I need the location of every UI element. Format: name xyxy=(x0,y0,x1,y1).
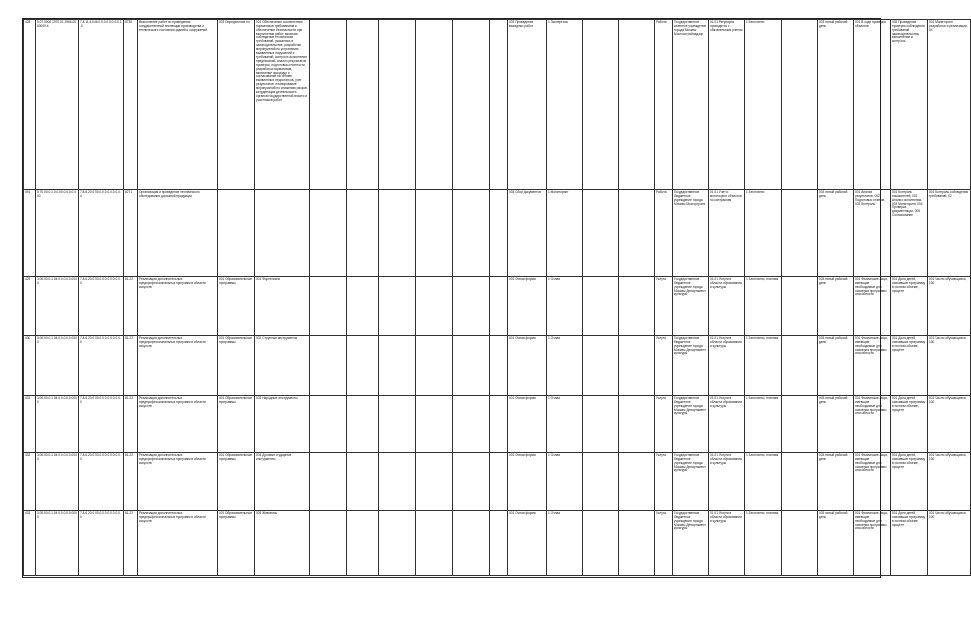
empty-cell xyxy=(619,396,655,453)
payment-type: 1 Бесплатно, платная xyxy=(745,453,782,511)
service-type: Услуга xyxy=(655,277,673,336)
service-form-value: 1 Мониторинг xyxy=(547,190,583,277)
volume-indicators: 001 Число обучающихся, 100 xyxy=(928,336,971,396)
recipients: 001 В ходе проверки объектов xyxy=(854,20,891,190)
service-content: 001 Обеспечение соответствия нормативов требованиям и обеспечение безопасности при выполнении работ, включая соблюдение технических требований, указанных в законодательстве, разработке мероприятий по устранению выявленных нарушений и требований, контроль исполнения предписаний, анализ результатов проверок, подготовка отчетности, разработка нормативов, включение процедур и согласование на основе выявленных недостатков, учет результатов, планирование мероприятий по снижению рисков, координация деятельности органов государственной власти и участников работ xyxy=(255,20,310,190)
row-number: 431 xyxy=(24,396,36,453)
service-form: 003 Проведение выездных работ xyxy=(508,20,547,190)
empty-cell xyxy=(453,453,490,511)
empty-cell xyxy=(453,336,490,396)
register-body xyxy=(24,20,971,576)
row-number: 430 xyxy=(24,336,36,396)
quality-indicators: 001 Доля детей, освоивших программу в полном объеме, процент xyxy=(891,511,928,576)
empty-cell xyxy=(453,20,490,190)
empty-cell xyxy=(583,511,619,576)
okved-code: 8271 xyxy=(124,190,138,277)
okved-code: 81.22 xyxy=(124,396,138,453)
registry-number: 5.07.0000.1970.01.1966.0000000.4 xyxy=(36,20,79,190)
registry-number: 5.70.00.0.1.0.0.00.0.0.0.0.000 xyxy=(36,190,79,277)
empty-cell xyxy=(453,190,490,277)
service-period: 01.01 Регулярно проводится с обязательным учетом xyxy=(709,20,745,190)
empty-cell xyxy=(583,336,619,396)
classifier-code: 7.8.6.20.0.00.0.0.0.0.0.0.0.0.0 xyxy=(79,511,124,576)
empty-cell xyxy=(453,277,490,336)
registry-number: 3.00.00.0.1.04.0.0.0.0.0.0000 xyxy=(36,277,79,336)
table-row xyxy=(24,453,971,511)
okved-code: 81.22 xyxy=(124,453,138,511)
empty-cell xyxy=(490,396,508,453)
empty-cell xyxy=(379,20,416,190)
empty-cell xyxy=(416,190,453,277)
empty-cell xyxy=(490,336,508,396)
row-number: 491 xyxy=(24,190,36,277)
quality-indicators: 001 Контроль показателей, 002 Анализ исполнения, 003 Мониторинг, 004 Проверка документации, 005 Согласование xyxy=(891,190,928,277)
service-form: 001 Очная форма xyxy=(508,511,547,576)
service-name: Реализация дополнительных предпрофессиональных программ в области искусств xyxy=(138,453,218,511)
volume-indicators: 001 Контроль соблюдения требований, 02 xyxy=(928,190,971,277)
empty-cell xyxy=(310,511,347,576)
service-basis: 001 Образовательные программы xyxy=(218,277,255,336)
service-name: Реализация дополнительных предпрофессиональных программ в области искусств xyxy=(138,336,218,396)
recipients: 001 Физические лица, имеющие необходимые для освоения программы способности xyxy=(854,396,891,453)
empty-cell xyxy=(782,511,818,576)
deadline: 003 пятый рабочий день xyxy=(818,396,854,453)
responsible-body: Государственное бюджетное учреждение города Москвы Департамент культуры xyxy=(673,511,709,576)
quality-indicators: 001 Доля детей, освоивших программу в полном объеме, процент xyxy=(891,336,928,396)
empty-cell xyxy=(347,190,379,277)
classifier-code: 7.8.6.20.0.00.0.0.0.0.0.0.0.0.0 xyxy=(79,336,124,396)
deadline: 003 пятый рабочий день xyxy=(818,190,854,277)
row-number: 428 xyxy=(24,20,36,190)
quality-indicators: 001 Доля детей, освоивших программу в полном объеме, процент xyxy=(891,396,928,453)
service-content: 004 Духовые и ударные инструменты xyxy=(255,453,310,511)
register-sheet xyxy=(22,18,969,578)
recipients: 001 Физические лица, имеющие необходимые для освоения программы способности xyxy=(854,511,891,576)
service-period: 01.01 Учет и мониторинг объектов по контрактам xyxy=(709,190,745,277)
empty-cell xyxy=(583,277,619,336)
payment-type: 1 Бесплатно xyxy=(745,20,782,190)
empty-cell xyxy=(416,277,453,336)
empty-cell xyxy=(347,336,379,396)
recipients: 001 Физические лица, имеющие необходимые для освоения программы способности xyxy=(854,277,891,336)
empty-cell xyxy=(310,20,347,190)
recipients: 001 Физические лица, имеющие необходимые для освоения программы способности xyxy=(854,453,891,511)
empty-cell xyxy=(583,20,619,190)
service-name: Реализация дополнительных предпрофессиональных программ в области искусств xyxy=(138,396,218,453)
service-content: 002 Струнные инструменты xyxy=(255,336,310,396)
service-type: Услуга xyxy=(655,453,673,511)
empty-cell xyxy=(347,396,379,453)
service-period: 01.01 Услуги в области образования и культуры xyxy=(709,336,745,396)
empty-cell xyxy=(782,396,818,453)
empty-cell xyxy=(379,277,416,336)
quality-indicators: 001 Доля детей, освоивших программу в полном объеме, процент xyxy=(891,277,928,336)
service-period: 01.01 Услуги в области образования и культуры xyxy=(709,453,745,511)
empty-cell xyxy=(347,511,379,576)
okved-code: 81.22 xyxy=(124,511,138,576)
empty-cell xyxy=(619,511,655,576)
empty-cell xyxy=(379,453,416,511)
volume-indicators: 001 Число обучающихся, 100 xyxy=(928,511,971,576)
empty-cell xyxy=(782,336,818,396)
empty-cell xyxy=(782,453,818,511)
empty-cell xyxy=(619,453,655,511)
service-period: 01.01 Услуги в области образования и культуры xyxy=(709,396,745,453)
deadline: 003 пятый рабочий день xyxy=(818,511,854,576)
service-type: Работа xyxy=(655,20,673,190)
table-row xyxy=(24,396,971,453)
payment-type: 1 Бесплатно, платная xyxy=(745,511,782,576)
service-basis: 003 Определение по xyxy=(218,20,255,190)
payment-type: 1 Бесплатно, платная xyxy=(745,396,782,453)
empty-cell xyxy=(583,190,619,277)
responsible-body: Государственное бюджетное учреждение города Москвы Мосгортранс xyxy=(673,190,709,277)
service-form-value: 1 Очная xyxy=(547,336,583,396)
empty-cell xyxy=(490,20,508,190)
service-type: Услуга xyxy=(655,396,673,453)
table-row xyxy=(24,336,971,396)
service-basis: 001 Образовательные программы xyxy=(218,336,255,396)
empty-cell xyxy=(782,190,818,277)
service-name: Реализация дополнительных предпрофессиональных программ в области искусств xyxy=(138,277,218,336)
empty-cell xyxy=(379,190,416,277)
table-row xyxy=(24,277,971,336)
empty-cell xyxy=(310,453,347,511)
service-name: Реализация дополнительных предпрофессиональных программ в области искусств xyxy=(138,511,218,576)
volume-indicators: 001 Число обучающихся, 100 xyxy=(928,277,971,336)
empty-cell xyxy=(453,396,490,453)
responsible-body: Государственное казенное учреждение города Москвы Мосгосстройнадзор xyxy=(673,20,709,190)
service-form-value: 1 Очная xyxy=(547,277,583,336)
service-form: 001 Очная форма xyxy=(508,336,547,396)
service-name: Организация и проведение технического обследования дорожной продукции xyxy=(138,190,218,277)
service-form-value: 1 Очная xyxy=(547,396,583,453)
empty-cell xyxy=(310,190,347,277)
row-number: 432 xyxy=(24,453,36,511)
service-period: 01.01 Услуги в области образования и культуры xyxy=(709,277,745,336)
service-content: 001 Фортепиано xyxy=(255,277,310,336)
table-row xyxy=(24,190,971,277)
empty-cell xyxy=(453,511,490,576)
empty-cell xyxy=(347,20,379,190)
service-type: Услуга xyxy=(655,336,673,396)
service-form: 003 Сбор документов xyxy=(508,190,547,277)
empty-cell xyxy=(416,453,453,511)
empty-cell xyxy=(379,396,416,453)
empty-cell xyxy=(490,190,508,277)
registry-number: 3.00.00.0.1.04.0.0.0.0.0.0000 xyxy=(36,511,79,576)
service-basis: 001 Образовательные программы xyxy=(218,396,255,453)
table-row xyxy=(24,511,971,576)
empty-cell xyxy=(347,277,379,336)
deadline: 003 пятый рабочий день xyxy=(818,20,854,190)
table-row xyxy=(24,20,971,190)
deadline: 003 пятый рабочий день xyxy=(818,336,854,396)
payment-type: 1 Бесплатно, платная xyxy=(745,336,782,396)
classifier-code: 7.8.6.20.0.00.0.0.0.0.0.0.0.0.4 xyxy=(79,190,124,277)
empty-cell xyxy=(310,277,347,336)
classifier-code: 7.8.6.20.0.00.0.0.0.0.0.0.0.0.0 xyxy=(79,277,124,336)
recipients: 001 Анализ результатов, 002 Подготовка отчетов, 003 Контроль xyxy=(854,190,891,277)
classifier-code: 7.8.6.20.0.00.0.0.0.0.0.0.0.0.0 xyxy=(79,396,124,453)
responsible-body: Государственное бюджетное учреждение города Москвы Департамент культуры xyxy=(673,396,709,453)
volume-indicators: 001 Мониторинг разработки и реализации, 04 xyxy=(928,20,971,190)
empty-cell xyxy=(619,277,655,336)
empty-cell xyxy=(416,336,453,396)
empty-cell xyxy=(490,277,508,336)
empty-cell xyxy=(379,511,416,576)
service-form: 001 Очная форма xyxy=(508,453,547,511)
volume-indicators: 001 Число обучающихся, 100 xyxy=(928,453,971,511)
service-form: 001 Очная форма xyxy=(508,396,547,453)
quality-indicators: 001 Доля детей, освоивших программу в полном объеме, процент xyxy=(891,453,928,511)
empty-cell xyxy=(416,20,453,190)
classifier-code: 7.8.6.20.0.00.0.0.0.0.0.0.0.0.0 xyxy=(79,453,124,511)
empty-cell xyxy=(347,453,379,511)
row-number: 429 xyxy=(24,277,36,336)
empty-cell xyxy=(490,453,508,511)
service-period: 01.01 Услуги в области образования и культуры xyxy=(709,511,745,576)
empty-cell xyxy=(782,20,818,190)
classifier-code: 7.8.11.4.046.0.0.0.0.0.0.0.0.1.0 xyxy=(79,20,124,190)
service-basis: 001 Образовательные программы xyxy=(218,511,255,576)
service-basis xyxy=(218,190,255,277)
service-content: 003 Народные инструменты xyxy=(255,396,310,453)
row-number: 433 xyxy=(24,511,36,576)
okved-code: 8730 xyxy=(124,20,138,190)
empty-cell xyxy=(416,511,453,576)
empty-cell xyxy=(583,453,619,511)
volume-indicators: 001 Число обучающихся, 100 xyxy=(928,396,971,453)
payment-type: 1 Бесплатно xyxy=(745,190,782,277)
service-form: 001 Очная форма xyxy=(508,277,547,336)
empty-cell xyxy=(416,396,453,453)
recipients: 001 Физические лица, имеющие необходимые для освоения программы способности xyxy=(854,336,891,396)
okved-code: 81.22 xyxy=(124,336,138,396)
responsible-body: Государственное бюджетное учреждение города Москвы Департамент культуры xyxy=(673,277,709,336)
service-form-value: 1 Очная xyxy=(547,511,583,576)
registry-number: 3.00.00.0.1.04.0.0.0.0.0.0000 xyxy=(36,453,79,511)
service-form-value: 1 Очная xyxy=(547,453,583,511)
service-name: Выполнение работ по проведению государственной инспекции производства и технического состояния зданий и сооружений xyxy=(138,20,218,190)
empty-cell xyxy=(379,336,416,396)
service-form-value: 1 Экспертиза xyxy=(547,20,583,190)
empty-cell xyxy=(782,277,818,336)
service-basis: 001 Образовательные программы xyxy=(218,453,255,511)
responsible-body: Государственное бюджетное учреждение города Москвы Департамент культуры xyxy=(673,336,709,396)
deadline: 003 пятый рабочий день xyxy=(818,277,854,336)
empty-cell xyxy=(583,396,619,453)
deadline: 003 пятый рабочий день xyxy=(818,453,854,511)
service-content xyxy=(255,190,310,277)
register-table xyxy=(23,19,971,576)
payment-type: 1 Бесплатно, платная xyxy=(745,277,782,336)
empty-cell xyxy=(619,336,655,396)
empty-cell xyxy=(310,396,347,453)
okved-code: 81.22 xyxy=(124,277,138,336)
empty-cell xyxy=(490,511,508,576)
service-type: Услуга xyxy=(655,511,673,576)
service-content: 005 Живопись xyxy=(255,511,310,576)
empty-cell xyxy=(619,190,655,277)
service-type: Работа xyxy=(655,190,673,277)
empty-cell xyxy=(310,336,347,396)
empty-cell xyxy=(619,20,655,190)
registry-number: 3.00.00.0.1.04.0.0.0.0.0.0000 xyxy=(36,336,79,396)
quality-indicators: 005 Проведение проверок соблюдения требований законодательства, выполнение и контроль xyxy=(891,20,928,190)
responsible-body: Государственное бюджетное учреждение города Москвы Департамент культуры xyxy=(673,453,709,511)
registry-number: 3.00.00.0.1.04.0.0.0.0.0.0000 xyxy=(36,396,79,453)
